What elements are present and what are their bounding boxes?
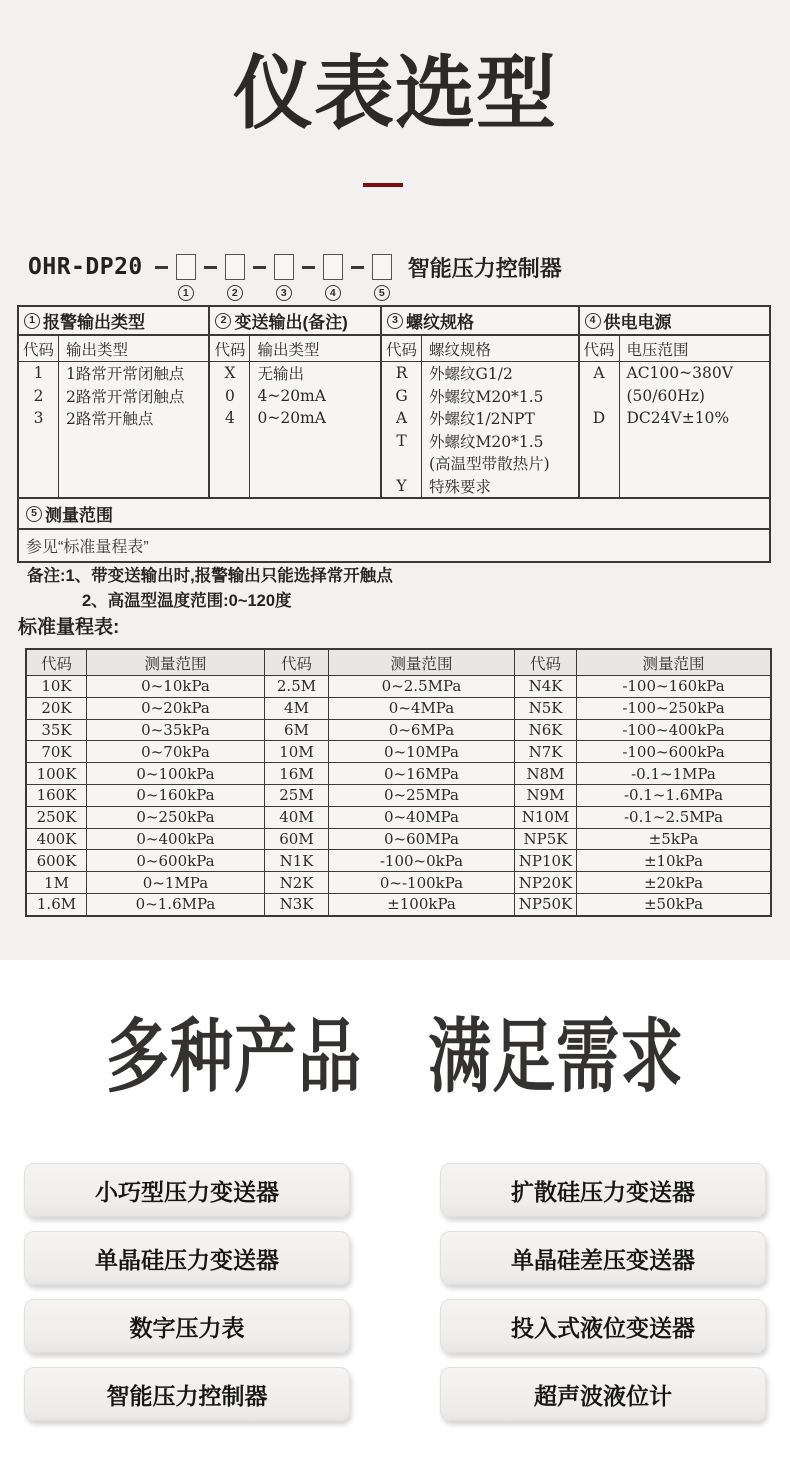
range-code-cell: N2K [265, 872, 329, 893]
standard-range-table [25, 648, 772, 917]
range-value-cell: -100~0kPa [329, 850, 515, 871]
range-code-cell: 4M [265, 698, 329, 719]
code-column [210, 362, 250, 497]
range-value-cell: -0.1~2.5MPa [623, 808, 724, 827]
code-cell: X [224, 364, 236, 383]
range-code-cell: 35K [27, 720, 87, 741]
note-label: 备注: [27, 567, 66, 585]
range-value-cell: ±5kPa [648, 829, 699, 848]
range-code-cell: 6M [265, 720, 329, 741]
range-code-cell: 2.5M [265, 676, 329, 697]
type-cell: 4~20mA [257, 386, 326, 405]
dash-separator [351, 266, 364, 269]
range-value-cell: ±10kPa [643, 851, 704, 870]
product-button-2[interactable]: 扩散硅压力变送器 [440, 1163, 766, 1217]
range-code-cell: N8M [515, 763, 577, 784]
type-cell: (50/60Hz) [626, 386, 705, 405]
note-line-2: 2、高温型温度范围:0~120度 [82, 592, 292, 610]
range-table-row [27, 893, 770, 915]
range-value-cell: -0.1~1.6MPa [623, 786, 724, 805]
ordering-group-body [210, 362, 380, 497]
range-value-cell: 0~2.5MPa [329, 676, 515, 697]
range-code-cell: NP50K [515, 894, 577, 915]
range-value-cell: ±100kPa [329, 894, 515, 915]
type-cell: AC100~380V [626, 364, 733, 383]
ordering-group-subheader [382, 336, 577, 362]
ordering-group-header [382, 307, 577, 336]
model-code-box [372, 254, 392, 299]
products-headline [0, 1012, 790, 1108]
type-column [59, 362, 208, 497]
type-cell: (高温型带散热片) [429, 455, 550, 474]
product-buttons-grid [24, 1163, 766, 1421]
range-value-cell: 0~35kPa [87, 720, 265, 741]
dash-separator [155, 266, 168, 269]
code-column [19, 362, 59, 497]
type-column-header: 输出类型 [66, 340, 129, 359]
code-cell: 4 [225, 409, 235, 428]
type-column-header: 电压范围 [626, 340, 689, 359]
range-value-cell: 0~10kPa [87, 676, 265, 697]
range-code-cell: 10M [265, 741, 329, 762]
type-cell: 2路常开触点 [66, 410, 154, 429]
range-code-cell: 250K [27, 807, 87, 828]
product-button-3[interactable]: 单晶硅压力变送器 [24, 1231, 350, 1285]
code-column [382, 362, 422, 497]
type-column [620, 362, 769, 497]
range-value-cell: 0~10MPa [329, 741, 515, 762]
ordering-code-table-groups [19, 307, 769, 499]
range-value-cell: 0~40MPa [329, 807, 515, 828]
range-value-cell: 0~20kPa [87, 698, 265, 719]
model-prefix: OHR-DP20 [28, 254, 143, 280]
model-code-segment [294, 254, 343, 299]
range-value-cell: 测量范围 [87, 650, 265, 675]
range-value-cell: 0~400kPa [87, 829, 265, 850]
circled-number-3: 3 [387, 313, 403, 329]
note-line-1 [27, 564, 393, 589]
model-code-segment [196, 254, 245, 299]
range-code-cell: 100K [27, 763, 87, 784]
product-button-4[interactable]: 单晶硅差压变送器 [440, 1231, 766, 1285]
type-cell: 外螺纹1/2NPT [429, 410, 535, 429]
code-cell: D [592, 409, 606, 428]
type-column-header: 螺纹规格 [429, 340, 492, 359]
headline-part-2: 满足需求 [428, 1012, 684, 1103]
range-table-row [27, 697, 770, 719]
type-cell: 外螺纹G1/2 [429, 365, 513, 384]
ordering-group-2 [210, 307, 382, 497]
ordering-group-body [19, 362, 208, 497]
range-code-cell: 20K [27, 698, 87, 719]
code-cell: T [396, 431, 407, 450]
range-value-cell: -0.1~1MPa [631, 764, 716, 783]
product-button-6[interactable]: 投入式液位变送器 [440, 1299, 766, 1353]
range-value-cell: 0~1MPa [87, 872, 265, 893]
type-cell: 0~20mA [257, 409, 326, 428]
ordering-code-table [17, 305, 771, 563]
range-code-cell: 16M [265, 763, 329, 784]
model-code-segment [343, 254, 392, 299]
measure-range-note: 参见“标准量程表” [26, 539, 149, 556]
range-value-cell: 测量范围 [642, 654, 705, 673]
model-code-line [28, 253, 562, 299]
model-code-box [274, 254, 294, 299]
range-value-cell: 0~16MPa [329, 763, 515, 784]
range-value-cell: -100~250kPa [622, 699, 725, 718]
range-value-cell: 0~25MPa [329, 785, 515, 806]
range-table-row [27, 675, 770, 697]
ordering-group-subheader [19, 336, 208, 362]
range-code-cell: 70K [27, 741, 87, 762]
code-column-header: 代码 [19, 336, 59, 361]
range-value-cell: ±50kPa [643, 895, 704, 914]
type-cell: 特殊要求 [429, 477, 492, 496]
ordering-group-header [210, 307, 380, 336]
type-cell: 外螺纹M20*1.5 [429, 432, 544, 451]
product-button-1[interactable]: 小巧型压力变送器 [24, 1163, 350, 1217]
range-code-cell: N4K [515, 676, 577, 697]
ordering-group-body [580, 362, 769, 497]
range-value-cell: 0~160kPa [87, 785, 265, 806]
range-value-cell: 0~-100kPa [329, 872, 515, 893]
ordering-group-1 [19, 307, 210, 497]
range-value-cell: ±20kPa [643, 873, 704, 892]
range-code-cell: 代码 [265, 650, 329, 675]
range-value-cell: 0~70kPa [87, 741, 265, 762]
range-table-row [27, 849, 770, 871]
note-text-1: 1、带变送输出时,报警输出只能选择常开触点 [65, 567, 393, 585]
range-value-cell: 0~600kPa [87, 850, 265, 871]
code-column [580, 362, 620, 497]
code-cell [382, 452, 421, 475]
range-code-cell: NP10K [515, 850, 577, 871]
range-code-cell: 1.6M [27, 894, 87, 915]
range-value-cell: 0~6MPa [329, 720, 515, 741]
range-table-row [27, 806, 770, 828]
range-table-label: 标准量程表: [18, 617, 120, 638]
range-code-cell: NP20K [515, 872, 577, 893]
range-code-cell: 600K [27, 850, 87, 871]
range-code-cell: N5K [515, 698, 577, 719]
range-value-cell: 0~4MPa [329, 698, 515, 719]
title-accent-divider [363, 183, 403, 187]
code-column-header: 代码 [382, 336, 422, 361]
notes-block [27, 564, 393, 614]
ordering-group-subheader [580, 336, 769, 362]
range-code-cell: N10M [515, 807, 577, 828]
range-table-row [27, 762, 770, 784]
circled-number-1: 1 [178, 285, 194, 301]
type-cell: 外螺纹M20*1.5 [429, 387, 544, 406]
code-cell: 0 [225, 386, 235, 405]
ordering-group-header [580, 307, 769, 336]
code-cell: R [395, 364, 408, 383]
circled-number-5: 5 [26, 506, 42, 522]
range-value-cell: 0~100kPa [87, 763, 265, 784]
circled-number-4: 4 [585, 313, 601, 329]
range-code-cell: 400K [27, 829, 87, 850]
range-table-row [27, 740, 770, 762]
ordering-group-header [19, 307, 208, 336]
code-cell [580, 385, 619, 408]
product-button-5[interactable]: 数字压力表 [24, 1299, 350, 1353]
range-code-cell: 160K [27, 785, 87, 806]
circled-number-5: 5 [374, 285, 390, 301]
product-button-7[interactable]: 智能压力控制器 [24, 1367, 350, 1421]
type-cell: 2路常开常闭触点 [66, 387, 185, 406]
circled-number-2: 2 [215, 313, 231, 329]
circled-number-4: 4 [325, 285, 341, 301]
code-cell: A [395, 409, 408, 428]
ordering-group-title: 供电电源 [603, 313, 672, 332]
range-code-cell: 10K [27, 676, 87, 697]
range-value-cell: -100~400kPa [622, 720, 725, 739]
range-code-cell: 1M [27, 872, 87, 893]
range-table-row [27, 871, 770, 893]
dash-separator [204, 266, 217, 269]
range-code-cell: NP5K [515, 829, 577, 850]
ordering-group-body [382, 362, 577, 497]
range-value-cell: -100~160kPa [622, 677, 725, 696]
ordering-group-subheader [210, 336, 380, 362]
ordering-group-title: 变送输出(备注) [234, 313, 348, 332]
range-code-cell: 40M [265, 807, 329, 828]
type-column [422, 362, 577, 497]
ordering-group-title: 报警输出类型 [43, 313, 145, 332]
code-column-header: 代码 [580, 336, 620, 361]
code-cell: G [395, 386, 408, 405]
range-table-row [27, 828, 770, 850]
code-cell: 1 [33, 364, 44, 383]
model-code-box [225, 254, 245, 299]
code-cell: A [593, 364, 605, 383]
product-button-8[interactable]: 超声波液位计 [440, 1367, 766, 1421]
type-column-header: 输出类型 [257, 340, 320, 359]
range-code-cell: 25M [265, 785, 329, 806]
dash-separator [253, 266, 266, 269]
range-code-cell: 60M [265, 829, 329, 850]
range-code-cell: 代码 [27, 650, 87, 675]
model-suffix: 智能压力控制器 [407, 255, 562, 281]
circled-number-3: 3 [276, 285, 292, 301]
type-cell: 1路常开常闭触点 [66, 365, 185, 384]
circled-number-1: 1 [24, 313, 40, 329]
range-value-cell: 0~250kPa [87, 807, 265, 828]
range-code-cell: N9M [515, 785, 577, 806]
type-cell: DC24V±10% [626, 409, 730, 428]
ordering-group-4 [580, 307, 769, 497]
range-code-cell: N1K [265, 850, 329, 871]
range-value-cell: 0~1.6MPa [87, 894, 265, 915]
ordering-group-title: 螺纹规格 [406, 313, 475, 332]
range-table-row [27, 719, 770, 741]
range-code-cell: N3K [265, 894, 329, 915]
headline-part-1: 多种产品 [106, 1012, 362, 1103]
measure-range-title: 测量范围 [45, 506, 113, 525]
model-code-segment [147, 254, 196, 299]
range-table-row [27, 784, 770, 806]
range-value-cell: 测量范围 [329, 650, 515, 675]
range-code-cell: N7K [515, 741, 577, 762]
range-value-cell: 0~60MPa [329, 829, 515, 850]
range-value-cell: -100~600kPa [622, 742, 725, 761]
type-column [250, 362, 380, 497]
range-code-cell: N6K [515, 720, 577, 741]
range-table-header-row [27, 650, 770, 675]
model-code-box [323, 254, 343, 299]
ordering-group-3 [382, 307, 579, 497]
circled-number-2: 2 [227, 285, 243, 301]
dash-separator [302, 266, 315, 269]
code-column-header: 代码 [210, 336, 250, 361]
code-cell: 3 [33, 409, 44, 428]
code-cell: Y [396, 476, 407, 495]
page-title: 仪表选型 [233, 49, 557, 138]
model-code-box [176, 254, 196, 299]
type-cell: 无输出 [257, 365, 304, 384]
model-code-segment [245, 254, 294, 299]
range-code-cell: 代码 [515, 650, 577, 675]
measure-range-header-row [19, 499, 769, 530]
model-code-segments [147, 254, 392, 299]
code-cell: 2 [33, 386, 44, 405]
